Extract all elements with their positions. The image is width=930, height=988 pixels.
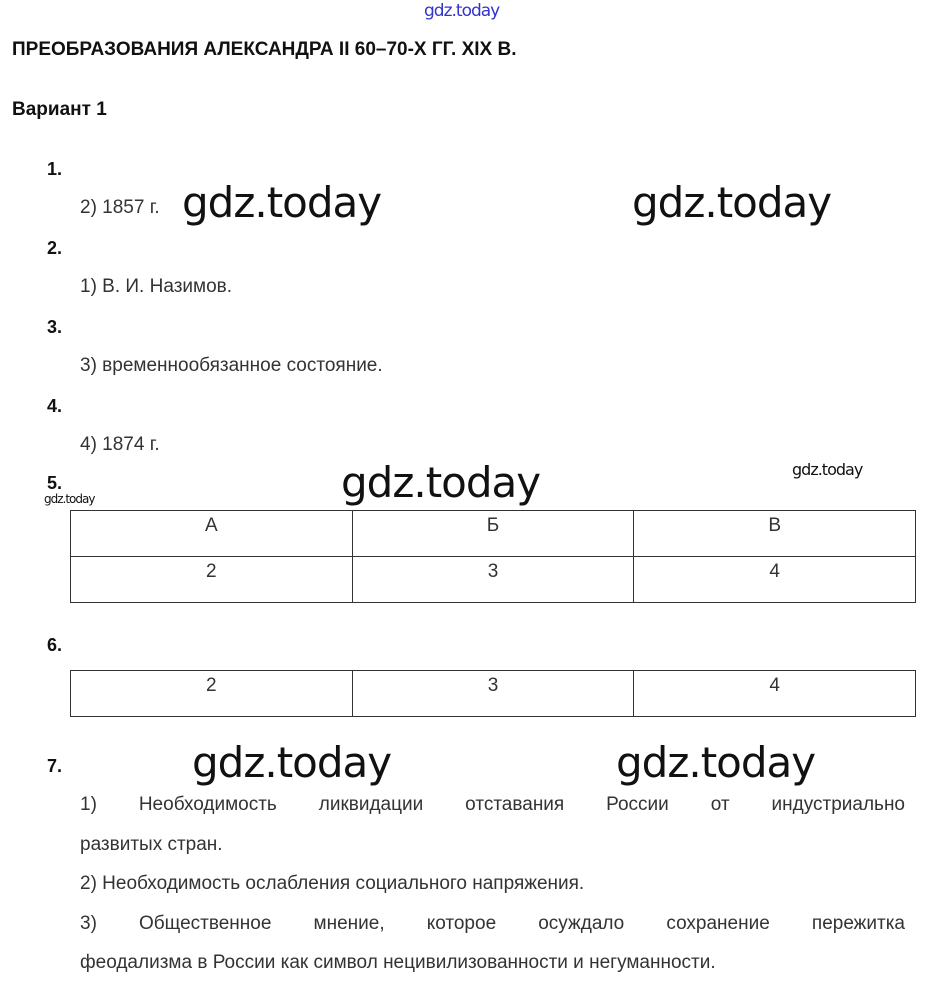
watermark: gdz.today <box>424 1 500 21</box>
answer-line: 2) Необходимость ослабления социального напряжения. <box>80 873 585 894</box>
answer-table-6 <box>70 670 916 717</box>
watermark: gdz.today <box>182 178 382 227</box>
page-title: ПРЕОБРАЗОВАНИЯ АЛЕКСАНДРА II 60–70-Х ГГ. XIX В. <box>12 39 517 60</box>
watermark: gdz.today <box>632 178 832 227</box>
watermark: gdz.today <box>792 460 863 479</box>
question-number: 6. <box>47 635 63 655</box>
question-number: 5. <box>47 473 63 493</box>
answer: 4) 1874 г. <box>80 434 160 455</box>
table-header-cell: Б <box>352 511 634 557</box>
table-row <box>71 511 916 557</box>
answer-line: развитых стран. <box>80 834 223 855</box>
question-number: 2. <box>47 238 63 258</box>
table-cell: 3 <box>352 557 634 603</box>
question-number: 7. <box>47 756 63 776</box>
table-header-cell: А <box>71 511 353 557</box>
table-row <box>71 557 916 603</box>
answer-table-5 <box>70 510 916 603</box>
answer-line: феодализма в России как символ нецивилизованности и негуманности. <box>80 952 716 973</box>
answer-line: 1) Необходимость ликвидации отставания России от индустриально <box>80 794 905 815</box>
watermark: gdz.today <box>192 738 392 787</box>
table-row <box>71 671 916 717</box>
table-cell: 2 <box>71 671 353 717</box>
table-cell: 2 <box>71 557 353 603</box>
watermark: gdz.today <box>44 492 95 506</box>
question-number: 4. <box>47 396 63 416</box>
watermark: gdz.today <box>616 738 816 787</box>
table-cell: 3 <box>352 671 634 717</box>
table-header-cell: В <box>634 511 916 557</box>
variant-heading: Вариант 1 <box>12 99 107 120</box>
table-cell: 4 <box>634 671 916 717</box>
watermark: gdz.today <box>341 458 541 507</box>
answer: 2) 1857 г. <box>80 197 160 218</box>
question-number: 1. <box>47 159 63 179</box>
question-number: 3. <box>47 317 63 337</box>
table-cell: 4 <box>634 557 916 603</box>
answer-line: 3) Общественное мнение, которое осуждало сохранение пережитка <box>80 913 905 934</box>
answer: 3) временнообязанное состояние. <box>80 355 383 376</box>
answer: 1) В. И. Назимов. <box>80 276 233 297</box>
